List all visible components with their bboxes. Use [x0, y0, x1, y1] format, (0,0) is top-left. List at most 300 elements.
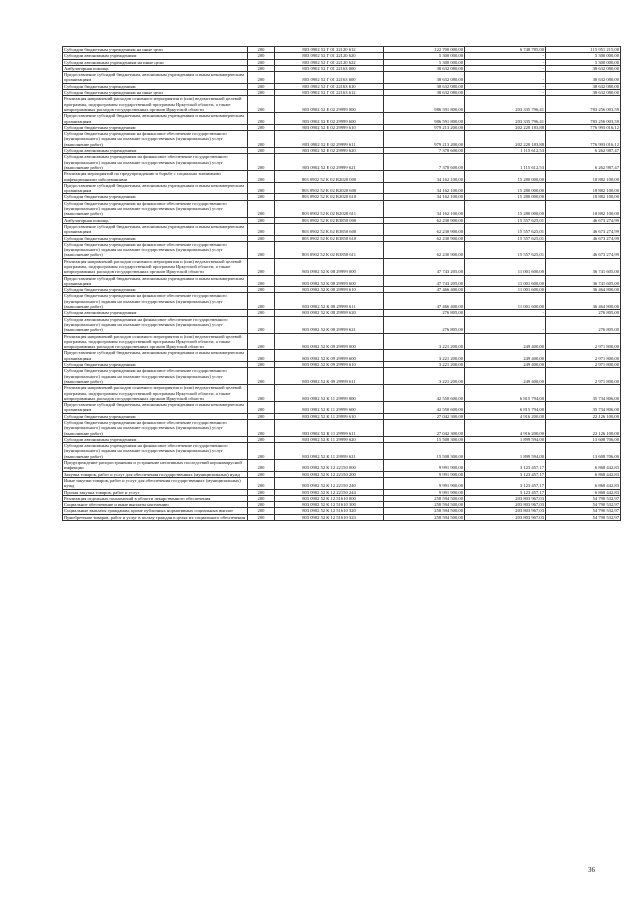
table-row: [63, 96, 621, 113]
row-code: 803 0902 52 К 02 R2020 600: [275, 182, 384, 194]
row-executed: 15 557 625,01: [465, 217, 546, 223]
row-executed: 6 815 794,00: [465, 385, 546, 402]
row-name: Субсидии бюджетным учреждениям: [63, 124, 248, 130]
row-remaining: 35 734 806,00: [546, 402, 621, 414]
row-code: 803 0902 52 Г 01 22163 000: [275, 65, 384, 71]
table-row: [63, 460, 621, 472]
row-ved: 200: [248, 131, 275, 148]
row-approved: 258 594 500,00: [384, 514, 465, 520]
row-remaining: 54 790 532,97: [546, 508, 621, 514]
row-code: 803 0902 52 Г 01 22163 600: [275, 72, 384, 84]
row-name: Социальные выплаты гражданам, кроме публичных нормативных социальных выплат: [63, 508, 248, 514]
table-row: [63, 182, 621, 194]
table-row: [63, 477, 621, 489]
row-name: Субсидии автономным учреждениям: [63, 53, 248, 59]
row-code: 803 0902 52 Г 01 22163 610: [275, 83, 384, 89]
row-code: 803 0902 52 К 11 29999 600: [275, 402, 384, 414]
row-name: Социальное обеспечение и иные выплаты населению: [63, 502, 248, 508]
row-name: Приобретение товаров, работ и услуг в пользу граждан в целях их социального обеспечения: [63, 514, 248, 520]
row-approved: 3 221 200,00: [384, 362, 465, 368]
row-remaining: 18 882 100,00: [546, 171, 621, 183]
row-name: Субсидии бюджетным учреждениям на иные цели: [63, 90, 248, 96]
row-executed: 203 335 796,41: [465, 113, 546, 125]
row-name: Субсидии бюджетным учреждениям на финансовое обеспечение государственного (муниципального) задания на оказание государственных (муниципальных) услуг (выполнение работ): [63, 420, 248, 437]
row-executed: 11 001 600,00: [465, 258, 546, 275]
row-name: Реализация направлений расходов основного мероприятия и (или) ведомственной целевой программы, подпрограммы государственной программы Иркутской области, а также непрограммных расходов государственных органов Иркутской области: [63, 96, 248, 113]
row-ved: 200: [248, 47, 275, 53]
row-ved: 200: [248, 443, 275, 460]
row-code: 803 0902 52 Е 02 29999 621: [275, 154, 384, 171]
row-executed: 4 916 200,00: [465, 413, 546, 419]
row-approved: 34 162 100,00: [384, 182, 465, 194]
row-executed: 11 001 600,00: [465, 275, 546, 287]
row-approved: 258 594 500,00: [384, 495, 465, 501]
row-approved: 3 221 200,00: [384, 350, 465, 362]
row-ved: 200: [248, 420, 275, 437]
row-ved: 200: [248, 83, 275, 89]
row-executed: 15 557 625,01: [465, 241, 546, 258]
row-ved: 200: [248, 489, 275, 495]
row-ved: 200: [248, 65, 275, 71]
row-approved: 7 378 600,00: [384, 148, 465, 154]
row-approved: 34 162 100,00: [384, 171, 465, 183]
row-remaining: 2 971 800,00: [546, 350, 621, 362]
row-approved: 258 594 500,00: [384, 502, 465, 508]
row-approved: 62 230 900,00: [384, 235, 465, 241]
row-approved: 986 591 800,00: [384, 113, 465, 125]
row-remaining: 46 673 274,99: [546, 217, 621, 223]
row-approved: 47 466 400,00: [384, 287, 465, 293]
table-row: [63, 200, 621, 217]
row-code: 803 0902 52 Г 01 22120 622: [275, 59, 384, 65]
row-executed: 3 123 457,17: [465, 477, 546, 489]
row-approved: 42 550 600,00: [384, 402, 465, 414]
row-remaining: 2 971 800,00: [546, 362, 621, 368]
row-approved: 5 300 000,00: [384, 59, 465, 65]
row-code: 803 0902 52 К 12 51610 300: [275, 502, 384, 508]
row-ved: 200: [248, 182, 275, 194]
row-executed: -: [465, 72, 546, 84]
row-code: 803 0902 52 К 08 29999 610: [275, 287, 384, 293]
row-approved: 3 221 200,00: [384, 368, 465, 385]
row-name: Субсидии автономным учреждениям: [63, 310, 248, 316]
row-remaining: 18 882 100,00: [546, 182, 621, 194]
row-executed: 249 400,00: [465, 362, 546, 368]
row-remaining: 18 882 100,00: [546, 194, 621, 200]
table-row: [63, 514, 621, 520]
row-name: Субсидии бюджетным учреждениям на финансовое обеспечение государственного (муниципального) задания на оказание государственных (муниципальных) услуг (выполнение работ): [63, 200, 248, 217]
row-approved: 27 042 300,00: [384, 413, 465, 419]
row-ved: 200: [248, 72, 275, 84]
row-executed: 3 123 457,17: [465, 460, 546, 472]
row-name: Субсидии бюджетным учреждениям на финансовое обеспечение государственного (муниципального) задания на оказание государственных (муниципальных) услуг (выполнение работ): [63, 293, 248, 310]
row-approved: 27 042 300,00: [384, 420, 465, 437]
row-executed: 15 280 000,00: [465, 194, 546, 200]
row-remaining: 276 805,00: [546, 310, 621, 316]
row-ved: 200: [248, 113, 275, 125]
row-name: Предоставление субсидий бюджетным, автономным учреждениям и иным некоммерческим организациям: [63, 402, 248, 414]
table-row: [63, 258, 621, 275]
row-remaining: 5 300 000,00: [546, 59, 621, 65]
row-ved: 200: [248, 413, 275, 419]
row-executed: 249 400,00: [465, 333, 546, 350]
row-ved: 200: [248, 310, 275, 316]
row-executed: 11 001 600,00: [465, 293, 546, 310]
row-approved: 979 213 200,00: [384, 124, 465, 130]
row-remaining: 5 300 000,00: [546, 53, 621, 59]
row-name: Предоставление субсидий бюджетным, автономным учреждениям и иным некоммерческим организациям: [63, 113, 248, 125]
row-remaining: 2 971 800,00: [546, 333, 621, 350]
row-executed: 1 899 594,00: [465, 443, 546, 460]
table-row: [63, 47, 621, 53]
row-remaining: 783 256 003,59: [546, 96, 621, 113]
row-code: 803 0902 52 К 11 29999 000: [275, 385, 384, 402]
row-approved: 38 632 080,00: [384, 65, 465, 71]
row-remaining: 2 971 800,00: [546, 368, 621, 385]
row-code: 803 0902 52 К 09 29999 600: [275, 350, 384, 362]
row-approved: 34 162 100,00: [384, 194, 465, 200]
row-remaining: 22 126 100,00: [546, 413, 621, 419]
row-approved: 38 632 080,00: [384, 72, 465, 84]
row-executed: 202 220 183,88: [465, 131, 546, 148]
row-code: 803 0902 52 К 09 29999 610: [275, 362, 384, 368]
row-ved: 200: [248, 385, 275, 402]
row-executed: 249 400,00: [465, 368, 546, 385]
row-remaining: 6 262 987,47: [546, 154, 621, 171]
row-code: 803 0902 52 Г 01 22120 612: [275, 47, 384, 53]
table-row: [63, 241, 621, 258]
row-executed: 203 335 796,41: [465, 96, 546, 113]
row-approved: 7 378 600,00: [384, 154, 465, 171]
budget-table-body: [63, 47, 621, 521]
row-code: 803 0902 52 К 02 R3850 610: [275, 235, 384, 241]
row-approved: 276 805,00: [384, 310, 465, 316]
row-name: Субсидии автономным учреждениям: [63, 148, 248, 154]
row-remaining: 38 632 080,00: [546, 83, 621, 89]
row-code: 803 0902 52 Е 02 29999 600: [275, 113, 384, 125]
row-approved: 47 743 205,00: [384, 258, 465, 275]
row-code: 803 0902 52 Е 02 29999 610: [275, 124, 384, 130]
row-executed: -: [465, 53, 546, 59]
row-name: Реализация мероприятий по предупреждению и борьбе с социально значимыми инфекционными заболеваниями: [63, 171, 248, 183]
row-code: 803 0902 52 К 12 51610 320: [275, 508, 384, 514]
row-name: Субсидии бюджетным учреждениям на иные цели: [63, 47, 248, 53]
row-executed: 15 280 000,00: [465, 171, 546, 183]
row-remaining: 38 632 080,00: [546, 65, 621, 71]
row-approved: 258 594 500,00: [384, 508, 465, 514]
row-executed: 1 115 612,53: [465, 148, 546, 154]
row-name: Иные закупки товаров, работ и услуг для обеспечения государственных (муниципальных) нужд: [63, 477, 248, 489]
row-approved: 3 221 200,00: [384, 333, 465, 350]
row-remaining: 6 868 442,83: [546, 460, 621, 472]
row-ved: 200: [248, 275, 275, 287]
row-code: 803 0902 52 К 08 29999 000: [275, 258, 384, 275]
row-name: Предоставление субсидий бюджетным, автономным учреждениям и иным некоммерческим организациям: [63, 72, 248, 84]
table-row: [63, 113, 621, 125]
row-code: 803 0902 52 К 02 R3850 000: [275, 217, 384, 223]
row-name: Субсидии бюджетным учреждениям на финансовое обеспечение государственного (муниципального) задания на оказание государственных (муниципальных) услуг (выполнение работ): [63, 368, 248, 385]
table-row: [63, 293, 621, 310]
row-name: Реализация отдельных полномочий в области лекарственного обеспечения: [63, 495, 248, 501]
row-code: 803 0902 52 К 02 R3850 611: [275, 241, 384, 258]
row-name: Субсидии бюджетным учреждениям: [63, 235, 248, 241]
row-approved: 9 991 900,00: [384, 477, 465, 489]
row-code: 803 0902 52 К 11 29999 611: [275, 420, 384, 437]
row-executed: 15 280 000,00: [465, 200, 546, 217]
table-row: [63, 368, 621, 385]
row-code: 803 0902 52 К 12 22150 244: [275, 489, 384, 495]
row-executed: 249 400,00: [465, 350, 546, 362]
page-number: 36: [588, 866, 595, 874]
row-ved: 200: [248, 402, 275, 414]
row-code: 803 0902 52 К 02 R2020 610: [275, 194, 384, 200]
table-row: [63, 275, 621, 287]
row-ved: 200: [248, 154, 275, 171]
table-row: [63, 316, 621, 333]
row-executed: 203 803 967,03: [465, 502, 546, 508]
row-approved: 62 230 900,00: [384, 241, 465, 258]
row-code: 803 0902 52 К 08 29999 620: [275, 310, 384, 316]
row-remaining: 46 673 274,99: [546, 235, 621, 241]
row-executed: -: [465, 59, 546, 65]
table-row: [63, 223, 621, 235]
row-ved: 200: [248, 171, 275, 183]
row-name: Предоставление субсидий бюджетным, автономным учреждениям и иным некоммерческим организациям: [63, 275, 248, 287]
row-code: 803 0902 52 К 08 29999 621: [275, 316, 384, 333]
row-remaining: 54 790 532,97: [546, 495, 621, 501]
row-remaining: 6 868 442,83: [546, 471, 621, 477]
row-code: 803 0902 52 К 02 R3850 600: [275, 223, 384, 235]
row-ved: 200: [248, 350, 275, 362]
row-approved: 9 991 900,00: [384, 471, 465, 477]
row-executed: -: [465, 83, 546, 89]
row-approved: 122 700 000,00: [384, 47, 465, 53]
row-code: 803 0902 52 К 11 29999 610: [275, 413, 384, 419]
row-code: 803 0902 52 Е 02 29999 611: [275, 131, 384, 148]
row-ved: 200: [248, 502, 275, 508]
row-ved: 200: [248, 258, 275, 275]
row-remaining: 35 734 806,00: [546, 385, 621, 402]
row-executed: 1 899 594,00: [465, 436, 546, 442]
row-executed: -: [465, 316, 546, 333]
row-ved: 200: [248, 508, 275, 514]
row-code: 803 0902 52 Е 02 29999 620: [275, 148, 384, 154]
row-code: 803 0902 52 К 12 22150 200: [275, 471, 384, 477]
row-code: 803 0902 52 К 12 22150 240: [275, 477, 384, 489]
row-approved: 42 550 600,00: [384, 385, 465, 402]
row-remaining: 36 464 800,00: [546, 293, 621, 310]
table-row: [63, 333, 621, 350]
row-approved: 979 213 200,00: [384, 131, 465, 148]
row-approved: 9 991 900,00: [384, 489, 465, 495]
row-remaining: 13 608 706,00: [546, 436, 621, 442]
row-ved: 200: [248, 436, 275, 442]
table-row: [63, 502, 621, 508]
row-executed: 15 280 000,00: [465, 182, 546, 194]
row-name: Субсидии бюджетным учреждениям: [63, 83, 248, 89]
row-name: Предоставление субсидий бюджетным, автономным учреждениям и иным некоммерческим организациям: [63, 350, 248, 362]
row-ved: 200: [248, 235, 275, 241]
table-row: [63, 171, 621, 183]
row-approved: 5 300 000,00: [384, 53, 465, 59]
row-name: Предупреждение распространения и устранение негативных последствий коронавирусной инфекции: [63, 460, 248, 472]
row-remaining: 6 262 987,47: [546, 148, 621, 154]
table-row: [63, 508, 621, 514]
row-name: Субсидии автономным учреждениям на финансовое обеспечение государственного (муниципального) задания на оказание государственных (муниципальных) услуг (выполнение работ): [63, 443, 248, 460]
row-code: 803 0902 52 К 08 29999 611: [275, 293, 384, 310]
table-row: [63, 72, 621, 84]
row-remaining: 6 868 442,83: [546, 477, 621, 489]
row-code: 803 0902 52 К 11 29999 621: [275, 443, 384, 460]
row-remaining: 115 951 215,00: [546, 47, 621, 53]
row-name: Реализация направлений расходов основного мероприятия и (или) ведомственной целевой программы, подпрограммы государственной программы Иркутской области, а также непрограммных расходов государственных органов Иркутской области: [63, 258, 248, 275]
row-code: 803 0902 52 К 09 29999 611: [275, 368, 384, 385]
row-approved: 47 466 400,00: [384, 293, 465, 310]
row-remaining: 38 632 080,00: [546, 90, 621, 96]
table-row: [63, 495, 621, 501]
row-remaining: 276 805,00: [546, 316, 621, 333]
row-ved: 200: [248, 241, 275, 258]
table-row: [63, 443, 621, 460]
row-ved: 200: [248, 194, 275, 200]
row-executed: 203 803 967,03: [465, 495, 546, 501]
row-remaining: 13 608 706,00: [546, 443, 621, 460]
row-name: Субсидии автономным учреждениям на финансовое обеспечение государственного (муниципального) задания на оказание государственных (муниципальных) услуг (выполнение работ): [63, 154, 248, 171]
table-row: [63, 350, 621, 362]
row-executed: 4 916 200,00: [465, 420, 546, 437]
table-row: [63, 131, 621, 148]
row-code: 803 0902 52 Г 01 22120 620: [275, 53, 384, 59]
row-ved: 200: [248, 293, 275, 310]
row-name: Реализация направлений расходов основного мероприятия и (или) ведомственной целевой программы, подпрограммы государственной программы Иркутской области, а также непрограммных расходов государственных органов Иркутской области: [63, 333, 248, 350]
row-code: 803 0902 52 К 12 51610 000: [275, 495, 384, 501]
row-ved: 200: [248, 148, 275, 154]
row-remaining: 36 741 605,00: [546, 275, 621, 287]
row-executed: 6 748 785,00: [465, 47, 546, 53]
row-code: 803 0902 52 К 02 R2020 000: [275, 171, 384, 183]
row-executed: 203 803 967,03: [465, 514, 546, 520]
row-name: Субсидии автономным учреждениям на иные цели: [63, 59, 248, 65]
row-name: Предоставление субсидий бюджетным, автономным учреждениям и иным некоммерческим организациям: [63, 182, 248, 194]
row-name: Закупка товаров, работ и услуг для обеспечения государственных (муниципальных) нужд: [63, 471, 248, 477]
row-approved: 986 591 800,00: [384, 96, 465, 113]
row-name: Амбулаторная помощь: [63, 65, 248, 71]
row-remaining: 36 741 605,00: [546, 258, 621, 275]
row-approved: 34 162 100,00: [384, 200, 465, 217]
row-executed: 6 815 794,00: [465, 402, 546, 414]
row-remaining: 38 632 080,00: [546, 72, 621, 84]
row-name: Реализация направлений расходов основного мероприятия и (или) ведомственной целевой программы, подпрограммы государственной программы Иркутской области, а также непрограммных расходов государственных органов Иркутской области: [63, 385, 248, 402]
row-ved: 200: [248, 287, 275, 293]
row-remaining: 783 256 003,59: [546, 113, 621, 125]
row-remaining: 6 868 442,83: [546, 489, 621, 495]
row-ved: 200: [248, 333, 275, 350]
row-name: Субсидии автономным учреждениям: [63, 436, 248, 442]
row-ved: 200: [248, 96, 275, 113]
row-ved: 200: [248, 368, 275, 385]
row-ved: 200: [248, 217, 275, 223]
row-code: 803 0902 52 К 12 22150 000: [275, 460, 384, 472]
row-remaining: 18 882 100,00: [546, 200, 621, 217]
row-approved: 15 508 300,00: [384, 443, 465, 460]
table-row: [63, 154, 621, 171]
row-code: 803 0902 52 Г 01 22163 612: [275, 90, 384, 96]
row-remaining: 22 126 100,00: [546, 420, 621, 437]
row-approved: 38 632 080,00: [384, 90, 465, 96]
row-approved: 38 632 080,00: [384, 83, 465, 89]
row-remaining: 46 673 274,99: [546, 241, 621, 258]
row-ved: 200: [248, 53, 275, 59]
table-row: [63, 420, 621, 437]
row-remaining: 776 993 016,12: [546, 131, 621, 148]
row-executed: 15 557 625,01: [465, 223, 546, 235]
row-remaining: 36 464 800,00: [546, 287, 621, 293]
row-ved: 200: [248, 124, 275, 130]
row-name: Субсидии бюджетным учреждениям на финансовое обеспечение государственного (муниципального) задания на оказание государственных (муниципальных) услуг (выполнение работ): [63, 131, 248, 148]
row-executed: -: [465, 90, 546, 96]
row-ved: 200: [248, 471, 275, 477]
row-executed: 203 803 967,03: [465, 508, 546, 514]
row-code: 803 0902 52 К 08 29999 600: [275, 275, 384, 287]
row-ved: 200: [248, 460, 275, 472]
table-row: [63, 385, 621, 402]
row-code: 803 0902 52 К 12 51610 323: [275, 514, 384, 520]
row-ved: 200: [248, 90, 275, 96]
row-executed: 202 220 183,88: [465, 124, 546, 130]
row-name: Субсидии бюджетным учреждениям: [63, 194, 248, 200]
row-remaining: 46 673 274,99: [546, 223, 621, 235]
table-row: [63, 471, 621, 477]
row-approved: 47 743 205,00: [384, 275, 465, 287]
row-ved: 200: [248, 495, 275, 501]
row-ved: 200: [248, 200, 275, 217]
row-remaining: 776 993 016,12: [546, 124, 621, 130]
row-executed: 15 557 625,01: [465, 235, 546, 241]
row-ved: 200: [248, 223, 275, 235]
row-name: Субсидии бюджетным учреждениям: [63, 362, 248, 368]
row-ved: 200: [248, 362, 275, 368]
row-name: Субсидии бюджетным учреждениям: [63, 413, 248, 419]
row-ved: 200: [248, 59, 275, 65]
row-code: 803 0902 52 Е 02 29999 000: [275, 96, 384, 113]
row-ved: 200: [248, 316, 275, 333]
row-code: 803 0902 52 К 02 R2020 611: [275, 200, 384, 217]
budget-table: [62, 46, 621, 521]
row-approved: 62 230 900,00: [384, 217, 465, 223]
row-executed: 3 123 457,17: [465, 489, 546, 495]
row-name: Прочая закупка товаров, работ и услуг: [63, 489, 248, 495]
row-name: Субсидии автономным учреждениям на финансовое обеспечение государственного (муниципального) задания на оказание государственных (муниципальных) услуг (выполнение работ): [63, 316, 248, 333]
row-approved: 276 805,00: [384, 316, 465, 333]
row-executed: 3 123 457,17: [465, 471, 546, 477]
row-executed: 1 115 612,53: [465, 154, 546, 171]
row-approved: 9 991 900,00: [384, 460, 465, 472]
table-row: [63, 402, 621, 414]
row-code: 803 0902 52 К 11 29999 620: [275, 436, 384, 442]
row-executed: 11 001 600,00: [465, 287, 546, 293]
row-approved: 15 508 300,00: [384, 436, 465, 442]
row-remaining: 54 790 532,97: [546, 514, 621, 520]
row-name: Предоставление субсидий бюджетным, автономным учреждениям и иным некоммерческим организациям: [63, 223, 248, 235]
row-ved: 200: [248, 477, 275, 489]
row-executed: -: [465, 310, 546, 316]
row-name: Субсидии бюджетным учреждениям: [63, 287, 248, 293]
row-approved: 62 230 900,00: [384, 223, 465, 235]
row-executed: -: [465, 65, 546, 71]
row-code: 803 0902 52 К 09 29999 000: [275, 333, 384, 350]
row-remaining: 54 790 532,97: [546, 502, 621, 508]
row-name: Субсидии бюджетным учреждениям на финансовое обеспечение государственного (муниципального) задания на оказание государственных (муниципальных) услуг (выполнение работ): [63, 241, 248, 258]
